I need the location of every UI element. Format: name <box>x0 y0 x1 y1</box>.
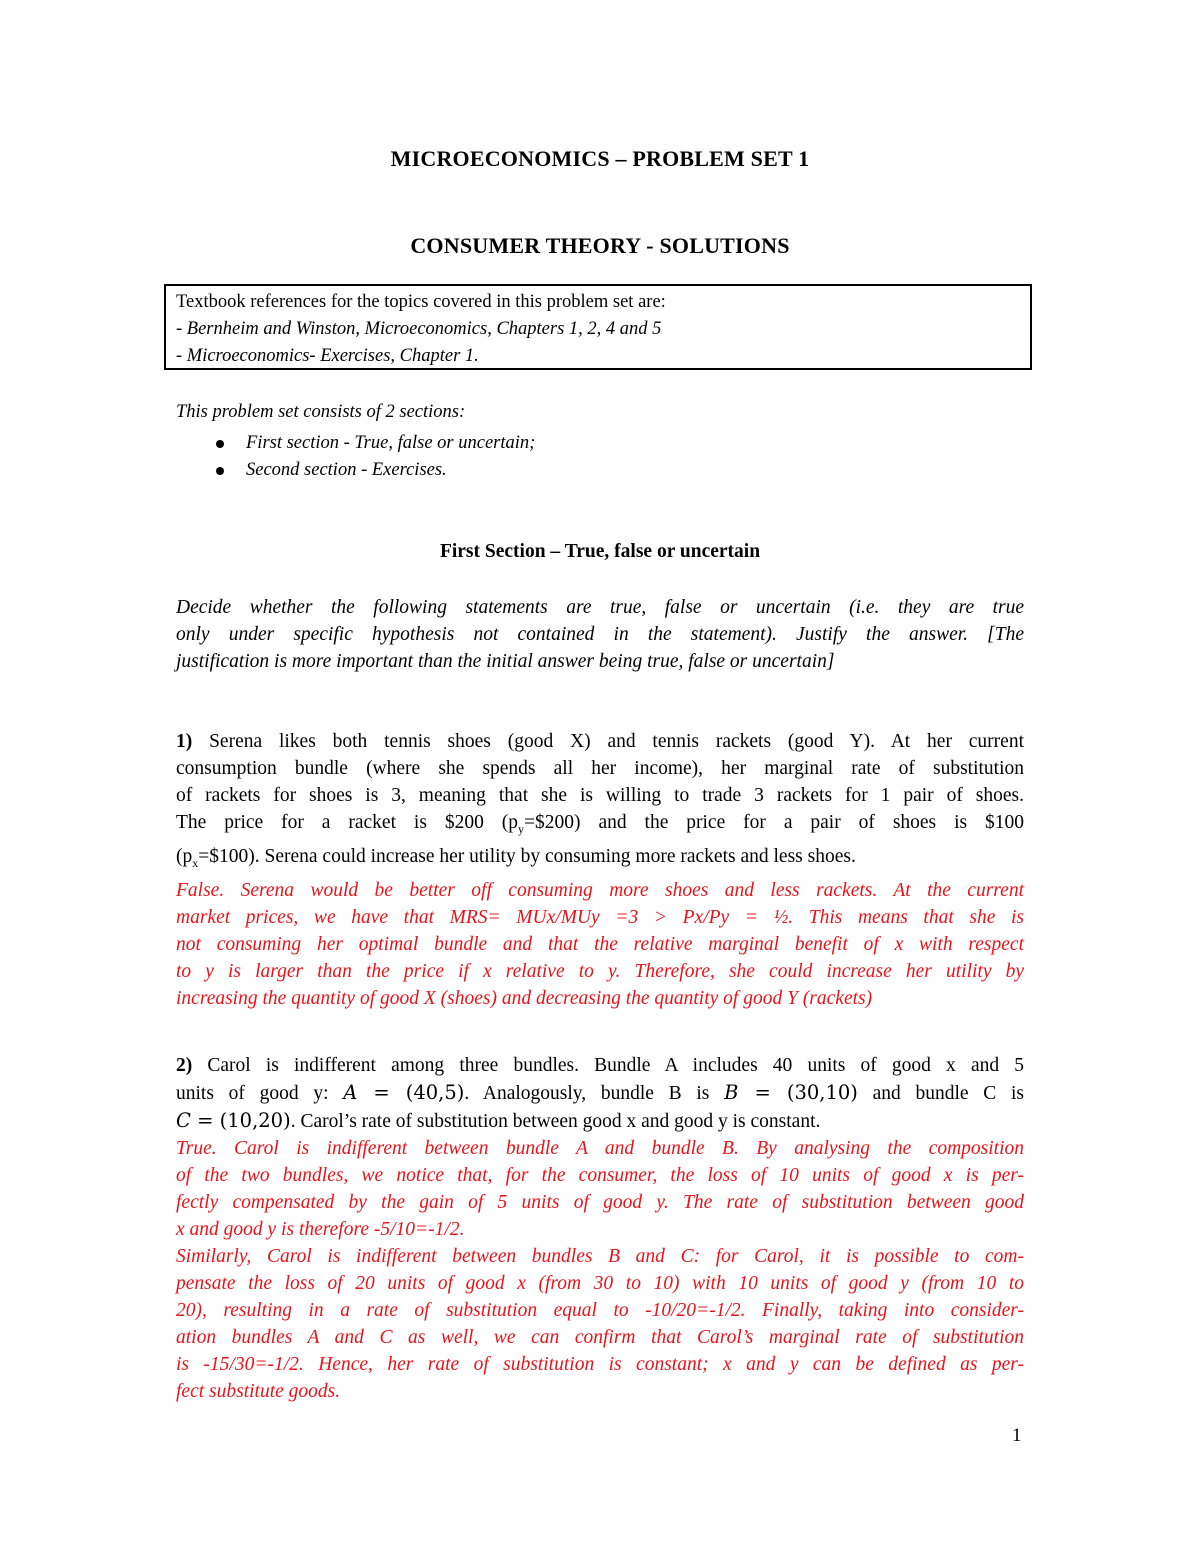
page-number: 1 <box>1012 1425 1022 1446</box>
instructions-line: Decide whether the following statements are true, false or uncertain (i.e. they are true <box>176 597 1024 618</box>
question-1-line <box>176 843 1024 877</box>
question-text: The price for a racket is $200 (p <box>176 812 519 833</box>
answer-line: to y is larger than the price if x relative to y. Therefore, she could increase her utility by <box>176 960 1024 982</box>
answer-1 <box>176 877 1024 1012</box>
question-1-line: of rackets for shoes is 3, meaning that she is willing to trade 3 rackets for 1 pair of shoes. <box>176 785 1024 806</box>
section-heading: First Section – True, false or uncertain <box>439 541 761 562</box>
instructions-paragraph <box>176 594 1024 675</box>
answer-line: fect substitute goods. <box>176 1381 341 1402</box>
question-number: 1) <box>176 731 193 752</box>
question-2-line <box>176 1079 1024 1107</box>
document-title: MICROECONOMICS – PROBLEM SET 1 <box>390 146 810 171</box>
question-text: =$200) and the price for a pair of shoes is $100 <box>524 812 1024 833</box>
answer-line: True. Carol is indifferent between bundle A and bundle B. By analysing the composition <box>176 1138 1024 1159</box>
textbook-references-box <box>164 284 1032 370</box>
question-2 <box>176 1052 1024 1405</box>
answer-line: of the two bundles, we notice that, for the consumer, the loss of 10 units of good x is per- <box>176 1165 1024 1186</box>
document-subtitle: CONSUMER THEORY - SOLUTIONS <box>410 233 790 258</box>
instructions-line: justification is more important than the initial answer being true, false or uncertain] <box>176 651 835 672</box>
bundle-b-value: = (30,10) <box>738 1081 858 1104</box>
question-number: 2) <box>176 1055 193 1076</box>
question-text: . Carol’s rate of substitution between good x and good y is constant. <box>290 1111 821 1132</box>
bullet-dot-icon <box>216 467 224 475</box>
answer-line: increasing the quantity of good X (shoes) and decreasing the quantity of good Y (rackets) <box>176 987 873 1009</box>
bundle-c-value: = (10,20) <box>190 1109 291 1132</box>
references-book: Microeconomics <box>364 319 488 339</box>
question-text: =$100). Serena could increase her utility by consuming more rackets and less shoes. <box>198 845 856 867</box>
instructions-line: only under specific hypothesis not contained in the statement). Justify the answer. [The <box>176 624 1024 645</box>
answer-line: x and good y is therefore -5/10=-1/2. <box>176 1219 465 1240</box>
question-text: . Analogously, bundle B is <box>464 1083 725 1104</box>
question-1-line <box>176 809 1024 843</box>
answer-line: is -15/30=-1/2. Hence, her rate of substitution is constant; x and y can be defined as per- <box>176 1354 1024 1375</box>
answer-line: False. Serena would be better off consuming more shoes and less rackets. At the current <box>176 879 1024 901</box>
bundle-b-variable: B <box>724 1081 739 1104</box>
question-text: Serena likes both tennis shoes (good X) and tennis rackets (good Y). At her current <box>192 731 1024 752</box>
bundle-a-value: = (40,5) <box>357 1081 465 1104</box>
answer-2 <box>176 1135 1024 1405</box>
question-2-line <box>176 1052 1024 1079</box>
question-text: (p <box>176 845 193 867</box>
references-comma: , <box>355 319 365 339</box>
intro-text: This problem set consists of 2 sections: <box>176 402 466 422</box>
answer-line: not consuming her optimal bundle and that the relative marginal benefit of x with respect <box>176 933 1024 955</box>
question-1-line <box>176 728 1024 755</box>
bullet-text: Second section - Exercises. <box>246 460 447 480</box>
bullet-text: First section - True, false or uncertain; <box>246 433 536 453</box>
answer-line: Similarly, Carol is indifferent between bundles B and C: for Carol, it is possible to com- <box>176 1246 1024 1267</box>
references-dash-2: - <box>176 346 187 366</box>
subscript: y <box>518 821 525 836</box>
references-chapters: , Chapters 1, 2, 4 and 5 <box>487 319 662 339</box>
references-line-1: Textbook references for the topics covered in this problem set are: <box>176 292 666 312</box>
references-dash: - <box>176 319 187 339</box>
references-line-3 <box>176 343 1030 370</box>
answer-line: 20), resulting in a rate of substitution equal to -10/20=-1/2. Finally, taking into consider- <box>176 1300 1024 1321</box>
references-exercises-chapter: , Chapter 1. <box>390 346 479 366</box>
subscript: x <box>192 855 199 870</box>
references-authors: Bernheim and Winston <box>186 319 356 339</box>
answer-line: pensate the loss of 20 units of good x (from 30 to 10) with 10 units of good y (from 10 to <box>176 1273 1024 1294</box>
question-text: units of good y: <box>176 1083 344 1104</box>
bundle-a-variable: A <box>343 1081 358 1104</box>
question-1-line: consumption bundle (where she spends all her income), her marginal rate of substitution <box>176 758 1024 779</box>
answer-line: market prices, we have that MRS= MUx/MUy =3 > Px/Py = ½. This means that she is <box>176 906 1024 928</box>
answer-line: ation bundles A and C as well, we can confirm that Carol’s marginal rate of substitution <box>176 1327 1024 1348</box>
question-1 <box>176 728 1024 1012</box>
question-2-line <box>176 1107 1024 1135</box>
question-text: and bundle C is <box>857 1083 1025 1104</box>
bundle-c-variable: C <box>176 1109 191 1132</box>
answer-line: fectly compensated by the gain of 5 units of good y. The rate of substitution between good <box>176 1192 1024 1213</box>
references-exercises: Microeconomics- Exercises <box>186 346 391 366</box>
references-line-2 <box>176 316 1030 343</box>
bullet-dot-icon <box>216 440 224 448</box>
question-text: Carol is indifferent among three bundles. Bundle A includes 40 units of good x and 5 <box>192 1055 1024 1076</box>
